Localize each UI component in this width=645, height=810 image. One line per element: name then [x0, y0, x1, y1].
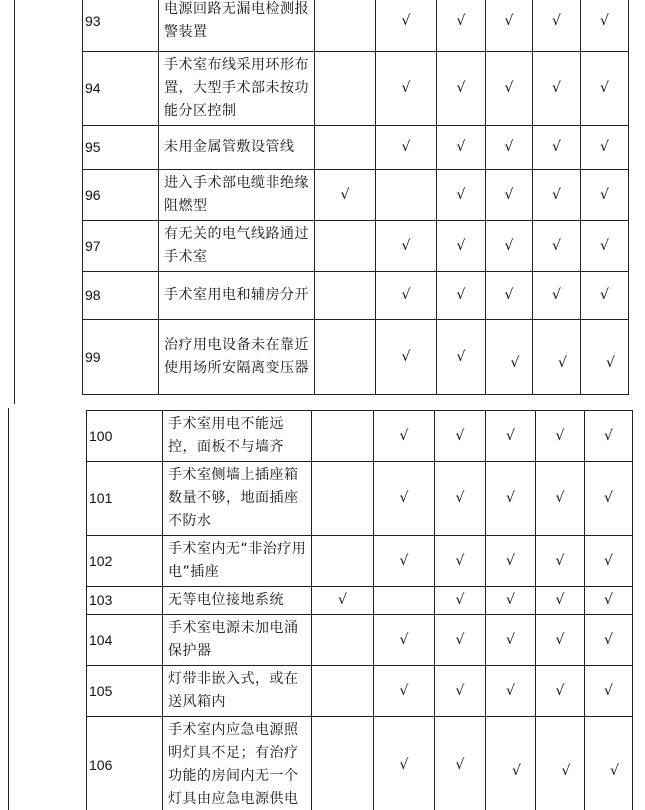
check-cell-3	[435, 411, 486, 462]
check-mark-icon: √	[504, 80, 514, 96]
check-cell-1	[315, 52, 376, 126]
check-mark-icon: √	[504, 12, 514, 29]
check-cell-3	[437, 0, 486, 52]
check-mark-icon: √	[455, 490, 465, 506]
check-mark-icon: √	[456, 139, 466, 155]
check-mark-icon: √	[456, 12, 466, 29]
check-cell-4	[486, 52, 533, 126]
check-cell-3	[437, 320, 486, 395]
check-cell-6	[581, 170, 629, 221]
check-cell-4	[486, 666, 536, 717]
check-mark-icon: √	[504, 139, 514, 155]
check-cell-6	[581, 126, 629, 170]
item-description-cell: 手术室侧墙上插座箱数量不够，地面插座不防水	[163, 462, 312, 536]
item-description-cell: 治疗用电设备未在靠近使用场所安隔离变压器	[159, 320, 315, 395]
check-mark-icon: √	[555, 552, 565, 569]
check-mark-icon: √	[610, 762, 619, 779]
check-mark-icon: √	[399, 682, 409, 699]
check-mark-icon: √	[456, 186, 466, 203]
check-mark-icon: √	[455, 552, 465, 569]
check-mark-icon: √	[510, 354, 520, 371]
item-number-cell: 99	[83, 320, 159, 395]
check-mark-icon: √	[552, 237, 561, 254]
check-cell-3	[437, 170, 486, 221]
check-mark-icon: √	[555, 490, 565, 506]
check-cell-4	[486, 272, 533, 320]
check-mark-icon: √	[401, 139, 411, 155]
check-cell-2	[374, 717, 435, 810]
check-cell-1	[312, 536, 374, 587]
check-mark-icon: √	[340, 186, 350, 203]
check-cell-5	[536, 536, 585, 587]
table-row	[87, 615, 633, 666]
check-cell-6	[581, 0, 629, 52]
check-mark-icon: √	[552, 80, 561, 96]
check-mark-icon: √	[399, 756, 409, 773]
check-cell-1	[315, 221, 376, 272]
check-cell-4	[486, 615, 536, 666]
check-mark-icon: √	[456, 287, 466, 303]
check-cell-5	[533, 126, 581, 170]
check-mark-icon: √	[401, 12, 411, 29]
item-number-cell: 102	[87, 536, 163, 587]
check-cell-6	[581, 52, 629, 126]
item-number-cell: 93	[83, 0, 159, 52]
check-cell-2	[374, 587, 435, 615]
item-description-cell: 手术室内无“非治疗用电”插座	[163, 536, 312, 587]
table-row	[83, 320, 629, 395]
check-cell-6	[585, 462, 633, 536]
check-cell-3	[437, 126, 486, 170]
checklist-table-top	[82, 0, 629, 395]
item-number-cell: 101	[87, 462, 163, 536]
check-cell-5	[533, 320, 581, 395]
check-cell-6	[581, 272, 629, 320]
item-description-cell: 手术室内应急电源照明灯具不足；有治疗功能的房间内无一个灯具由应急电源供电	[163, 717, 312, 810]
item-number-cell: 103	[87, 587, 163, 615]
check-cell-1	[315, 126, 376, 170]
check-cell-4	[486, 411, 536, 462]
check-mark-icon: √	[604, 552, 613, 569]
check-cell-2	[376, 320, 437, 395]
check-cell-3	[435, 615, 486, 666]
check-cell-4	[486, 221, 533, 272]
check-cell-2	[374, 411, 435, 462]
check-mark-icon: √	[506, 490, 515, 506]
check-cell-2	[374, 536, 435, 587]
check-cell-5	[533, 0, 581, 52]
table-row	[87, 536, 633, 587]
check-cell-6	[581, 320, 629, 395]
check-cell-4	[486, 170, 533, 221]
check-cell-1	[312, 462, 374, 536]
check-mark-icon: √	[338, 592, 347, 608]
check-mark-icon: √	[399, 490, 409, 506]
check-cell-5	[536, 411, 585, 462]
check-mark-icon: √	[600, 139, 609, 155]
check-cell-2	[376, 52, 437, 126]
check-cell-2	[374, 615, 435, 666]
check-mark-icon: √	[504, 186, 514, 203]
check-cell-2	[374, 666, 435, 717]
check-cell-1	[315, 272, 376, 320]
check-cell-1	[312, 717, 374, 810]
check-mark-icon: √	[401, 287, 411, 303]
check-cell-6	[585, 536, 633, 587]
item-number-cell: 98	[83, 272, 159, 320]
table-row	[87, 666, 633, 717]
check-mark-icon: √	[604, 427, 613, 444]
check-mark-icon: √	[552, 287, 561, 303]
item-description-cell: 进入手术部电缆非绝缘阻燃型	[159, 170, 315, 221]
check-cell-4	[486, 462, 536, 536]
check-mark-icon: √	[558, 354, 567, 371]
item-number-cell: 97	[83, 221, 159, 272]
check-cell-4	[486, 0, 533, 52]
check-mark-icon: √	[600, 12, 609, 29]
check-mark-icon: √	[456, 348, 466, 365]
item-description-cell: 手术室用电和辅房分开	[159, 272, 315, 320]
check-cell-3	[435, 666, 486, 717]
item-number-cell: 95	[83, 126, 159, 170]
check-mark-icon: √	[399, 552, 409, 569]
item-description-cell: 手术室电源未加电涌保护器	[163, 615, 312, 666]
check-cell-4	[486, 126, 533, 170]
check-mark-icon: √	[600, 287, 609, 303]
check-cell-2	[376, 126, 437, 170]
check-cell-2	[376, 221, 437, 272]
table-segment-bottom	[0, 408, 645, 810]
check-mark-icon: √	[455, 756, 465, 773]
item-description-cell: 电源回路无漏电检测报警装置	[159, 0, 315, 52]
check-cell-4	[486, 717, 536, 810]
check-mark-icon: √	[606, 354, 615, 371]
check-cell-6	[585, 587, 633, 615]
checklist-table-bottom	[86, 410, 633, 810]
check-mark-icon: √	[555, 682, 565, 699]
item-number-cell: 96	[83, 170, 159, 221]
check-cell-1	[312, 587, 374, 615]
check-cell-4	[486, 587, 536, 615]
page-border-line	[8, 408, 9, 810]
check-mark-icon: √	[604, 592, 613, 608]
table-row	[83, 52, 629, 126]
check-cell-3	[437, 221, 486, 272]
check-mark-icon: √	[552, 12, 561, 29]
check-mark-icon: √	[555, 427, 565, 444]
item-description-cell: 无等电位接地系统	[163, 587, 312, 615]
table-row	[83, 221, 629, 272]
check-cell-3	[435, 717, 486, 810]
table-row	[83, 272, 629, 320]
item-number-cell: 94	[83, 52, 159, 126]
check-cell-6	[585, 717, 633, 810]
check-mark-icon: √	[455, 682, 465, 699]
check-cell-3	[435, 587, 486, 615]
check-mark-icon: √	[401, 237, 411, 254]
table-row	[87, 587, 633, 615]
check-mark-icon: √	[600, 80, 609, 96]
page-border-line	[14, 0, 15, 404]
item-description-cell: 有无关的电气线路通过手术室	[159, 221, 315, 272]
check-cell-3	[437, 272, 486, 320]
check-mark-icon: √	[506, 631, 515, 648]
check-cell-5	[533, 272, 581, 320]
check-mark-icon: √	[456, 80, 466, 96]
item-description-cell: 灯带非嵌入式，或在送风箱内	[163, 666, 312, 717]
check-mark-icon: √	[506, 427, 515, 444]
table-row	[83, 126, 629, 170]
check-mark-icon: √	[604, 631, 613, 648]
check-mark-icon: √	[455, 592, 465, 608]
check-mark-icon: √	[604, 490, 613, 506]
check-cell-5	[533, 52, 581, 126]
check-cell-5	[536, 462, 585, 536]
item-number-cell: 105	[87, 666, 163, 717]
item-number-cell: 104	[87, 615, 163, 666]
check-cell-3	[437, 52, 486, 126]
check-mark-icon: √	[561, 762, 571, 779]
check-mark-icon: √	[555, 631, 565, 648]
check-mark-icon: √	[455, 427, 465, 444]
check-mark-icon: √	[506, 682, 515, 699]
check-mark-icon: √	[552, 186, 561, 203]
check-mark-icon: √	[504, 287, 514, 303]
check-cell-4	[486, 320, 533, 395]
check-cell-1	[315, 170, 376, 221]
check-cell-1	[312, 615, 374, 666]
check-cell-6	[585, 666, 633, 717]
check-mark-icon: √	[401, 348, 411, 365]
check-cell-6	[585, 615, 633, 666]
check-cell-5	[536, 717, 585, 810]
check-cell-5	[536, 666, 585, 717]
table-row	[87, 462, 633, 536]
item-number-cell: 106	[87, 717, 163, 810]
check-cell-5	[536, 587, 585, 615]
check-cell-6	[585, 411, 633, 462]
check-mark-icon: √	[456, 237, 466, 254]
check-cell-1	[312, 666, 374, 717]
check-cell-2	[376, 170, 437, 221]
item-description-cell: 手术室用电不能远控，面板不与墙齐	[163, 411, 312, 462]
check-mark-icon: √	[604, 682, 613, 699]
table-row	[83, 0, 629, 52]
check-cell-5	[533, 170, 581, 221]
check-cell-5	[536, 615, 585, 666]
check-mark-icon: √	[512, 762, 521, 779]
check-mark-icon: √	[600, 237, 609, 254]
check-mark-icon: √	[506, 592, 515, 608]
check-cell-5	[533, 221, 581, 272]
check-cell-3	[435, 462, 486, 536]
check-mark-icon: √	[555, 592, 565, 608]
table-segment-top	[0, 0, 645, 404]
check-mark-icon: √	[600, 186, 609, 203]
table-row	[83, 170, 629, 221]
check-mark-icon: √	[504, 237, 514, 254]
check-cell-1	[315, 0, 376, 52]
check-cell-2	[376, 0, 437, 52]
check-cell-1	[315, 320, 376, 395]
check-cell-6	[581, 221, 629, 272]
table-row	[87, 411, 633, 462]
check-cell-2	[376, 272, 437, 320]
check-mark-icon: √	[552, 139, 561, 155]
check-cell-3	[435, 536, 486, 587]
check-cell-2	[374, 462, 435, 536]
item-number-cell: 100	[87, 411, 163, 462]
check-cell-4	[486, 536, 536, 587]
check-mark-icon: √	[506, 552, 515, 569]
item-description-cell: 未用金属管敷设管线	[159, 126, 315, 170]
check-mark-icon: √	[455, 631, 465, 648]
check-mark-icon: √	[401, 80, 411, 96]
check-mark-icon: √	[399, 631, 409, 648]
check-cell-1	[312, 411, 374, 462]
item-description-cell: 手术室布线采用环形布置，大型手术部未按功能分区控制	[159, 52, 315, 126]
check-mark-icon: √	[399, 427, 409, 444]
table-row	[87, 717, 633, 810]
